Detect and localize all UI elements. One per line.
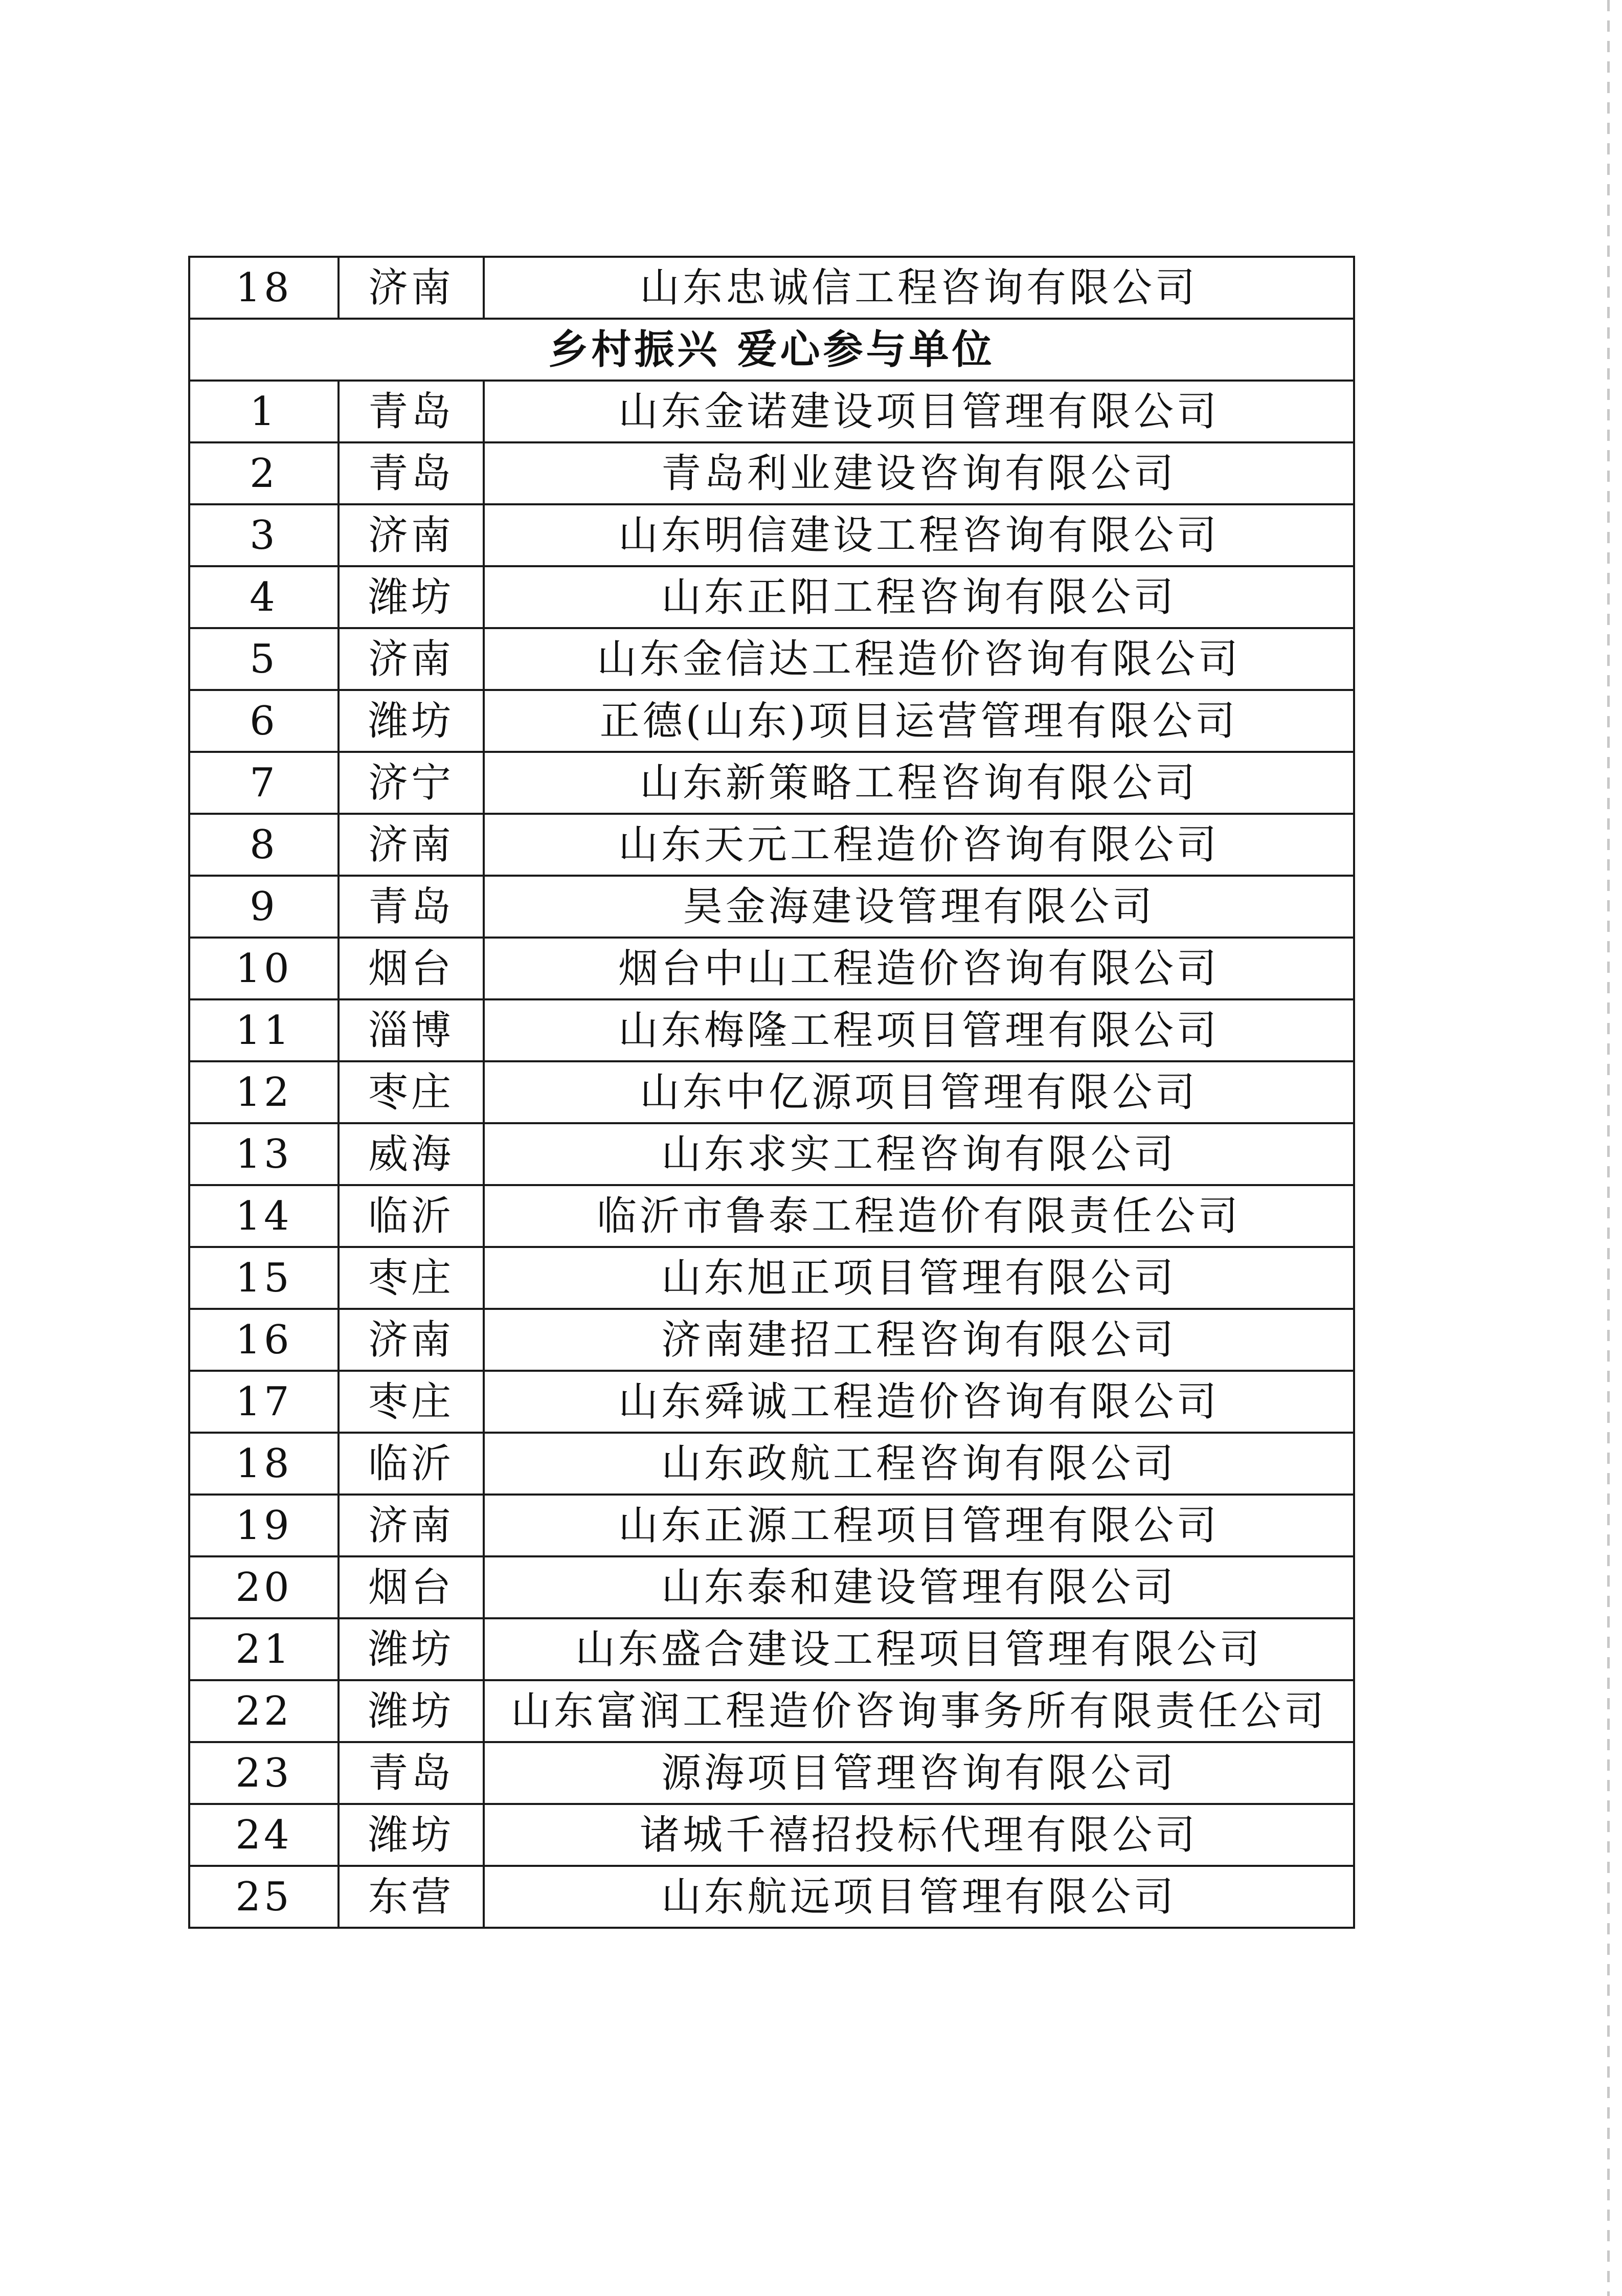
row-city: 临沂 [339, 1433, 484, 1495]
row-city: 东营 [339, 1866, 484, 1928]
table-row [189, 752, 1354, 814]
table-row [189, 1804, 1354, 1866]
table-row [189, 1061, 1354, 1123]
row-company: 山东金信达工程造价咨询有限公司 [484, 628, 1354, 690]
row-number: 6 [189, 690, 339, 752]
row-company: 山东新策略工程咨询有限公司 [484, 752, 1354, 814]
table-row [189, 566, 1354, 628]
table-row [189, 1495, 1354, 1556]
table-row [189, 1123, 1354, 1185]
row-number: 1 [189, 381, 339, 442]
row-company: 源海项目管理咨询有限公司 [484, 1742, 1354, 1804]
row-city: 潍坊 [339, 1618, 484, 1680]
scan-edge-artifact [1607, 0, 1610, 2296]
row-number: 25 [189, 1866, 339, 1928]
row-company: 山东天元工程造价咨询有限公司 [484, 814, 1354, 876]
row-number: 2 [189, 442, 339, 504]
table-row [189, 1309, 1354, 1371]
row-city: 济南 [339, 628, 484, 690]
row-city: 枣庄 [339, 1061, 484, 1123]
row-number: 13 [189, 1123, 339, 1185]
row-number: 16 [189, 1309, 339, 1371]
row-number: 18 [189, 1433, 339, 1495]
row-company: 山东求实工程咨询有限公司 [484, 1123, 1354, 1185]
row-city: 威海 [339, 1123, 484, 1185]
row-company: 临沂市鲁泰工程造价有限责任公司 [484, 1185, 1354, 1247]
row-company: 山东富润工程造价咨询事务所有限责任公司 [484, 1680, 1354, 1742]
row-company: 山东泰和建设管理有限公司 [484, 1556, 1354, 1618]
table-row [189, 257, 1354, 319]
row-city: 青岛 [339, 442, 484, 504]
row-number: 9 [189, 876, 339, 938]
row-number: 11 [189, 999, 339, 1061]
table-row [189, 628, 1354, 690]
row-number: 14 [189, 1185, 339, 1247]
row-city: 济南 [339, 1309, 484, 1371]
row-number: 22 [189, 1680, 339, 1742]
table-row [189, 999, 1354, 1061]
row-company: 山东金诺建设项目管理有限公司 [484, 381, 1354, 442]
row-number: 7 [189, 752, 339, 814]
row-company: 诸城千禧招投标代理有限公司 [484, 1804, 1354, 1866]
table-row [189, 504, 1354, 566]
section-title: 乡村振兴 爱心参与单位 [189, 319, 1354, 381]
company-roster-table [188, 256, 1355, 1929]
row-city: 潍坊 [339, 1680, 484, 1742]
row-city: 潍坊 [339, 1804, 484, 1866]
row-company: 山东舜诚工程造价咨询有限公司 [484, 1371, 1354, 1433]
row-number: 17 [189, 1371, 339, 1433]
row-company: 山东旭正项目管理有限公司 [484, 1247, 1354, 1309]
row-city: 济宁 [339, 752, 484, 814]
row-city: 淄博 [339, 999, 484, 1061]
table-row [189, 1371, 1354, 1433]
section-header-row [189, 319, 1354, 381]
table-row [189, 876, 1354, 938]
row-number: 15 [189, 1247, 339, 1309]
row-city: 烟台 [339, 938, 484, 999]
row-company: 山东中亿源项目管理有限公司 [484, 1061, 1354, 1123]
table-row [189, 690, 1354, 752]
row-city: 枣庄 [339, 1247, 484, 1309]
row-number: 3 [189, 504, 339, 566]
row-number: 18 [189, 257, 339, 319]
table-row [189, 1185, 1354, 1247]
table-row [189, 1618, 1354, 1680]
table-row [189, 938, 1354, 999]
row-number: 10 [189, 938, 339, 999]
row-city: 临沂 [339, 1185, 484, 1247]
row-company: 山东忠诚信工程咨询有限公司 [484, 257, 1354, 319]
row-number: 24 [189, 1804, 339, 1866]
table-row [189, 1556, 1354, 1618]
row-city: 青岛 [339, 381, 484, 442]
row-company: 山东正源工程项目管理有限公司 [484, 1495, 1354, 1556]
row-company: 山东盛合建设工程项目管理有限公司 [484, 1618, 1354, 1680]
row-city: 济南 [339, 257, 484, 319]
table-row [189, 1742, 1354, 1804]
row-company: 青岛利业建设咨询有限公司 [484, 442, 1354, 504]
table-row [189, 814, 1354, 876]
row-city: 济南 [339, 504, 484, 566]
row-number: 12 [189, 1061, 339, 1123]
row-number: 19 [189, 1495, 339, 1556]
table-row [189, 1247, 1354, 1309]
row-city: 潍坊 [339, 690, 484, 752]
row-company: 昊金海建设管理有限公司 [484, 876, 1354, 938]
row-city: 烟台 [339, 1556, 484, 1618]
row-number: 8 [189, 814, 339, 876]
table-row [189, 381, 1354, 442]
row-number: 4 [189, 566, 339, 628]
row-company: 山东梅隆工程项目管理有限公司 [484, 999, 1354, 1061]
row-city: 潍坊 [339, 566, 484, 628]
row-city: 枣庄 [339, 1371, 484, 1433]
table-row [189, 1433, 1354, 1495]
table-row [189, 442, 1354, 504]
row-company: 烟台中山工程造价咨询有限公司 [484, 938, 1354, 999]
row-city: 济南 [339, 1495, 484, 1556]
row-number: 21 [189, 1618, 339, 1680]
row-number: 20 [189, 1556, 339, 1618]
row-company: 山东明信建设工程咨询有限公司 [484, 504, 1354, 566]
table-row [189, 1680, 1354, 1742]
table-row [189, 1866, 1354, 1928]
row-company: 济南建招工程咨询有限公司 [484, 1309, 1354, 1371]
row-company: 山东正阳工程咨询有限公司 [484, 566, 1354, 628]
row-number: 23 [189, 1742, 339, 1804]
row-company: 山东政航工程咨询有限公司 [484, 1433, 1354, 1495]
row-number: 5 [189, 628, 339, 690]
row-city: 青岛 [339, 1742, 484, 1804]
row-city: 青岛 [339, 876, 484, 938]
row-company: 山东航远项目管理有限公司 [484, 1866, 1354, 1928]
row-city: 济南 [339, 814, 484, 876]
row-company: 正德(山东)项目运营管理有限公司 [484, 690, 1354, 752]
